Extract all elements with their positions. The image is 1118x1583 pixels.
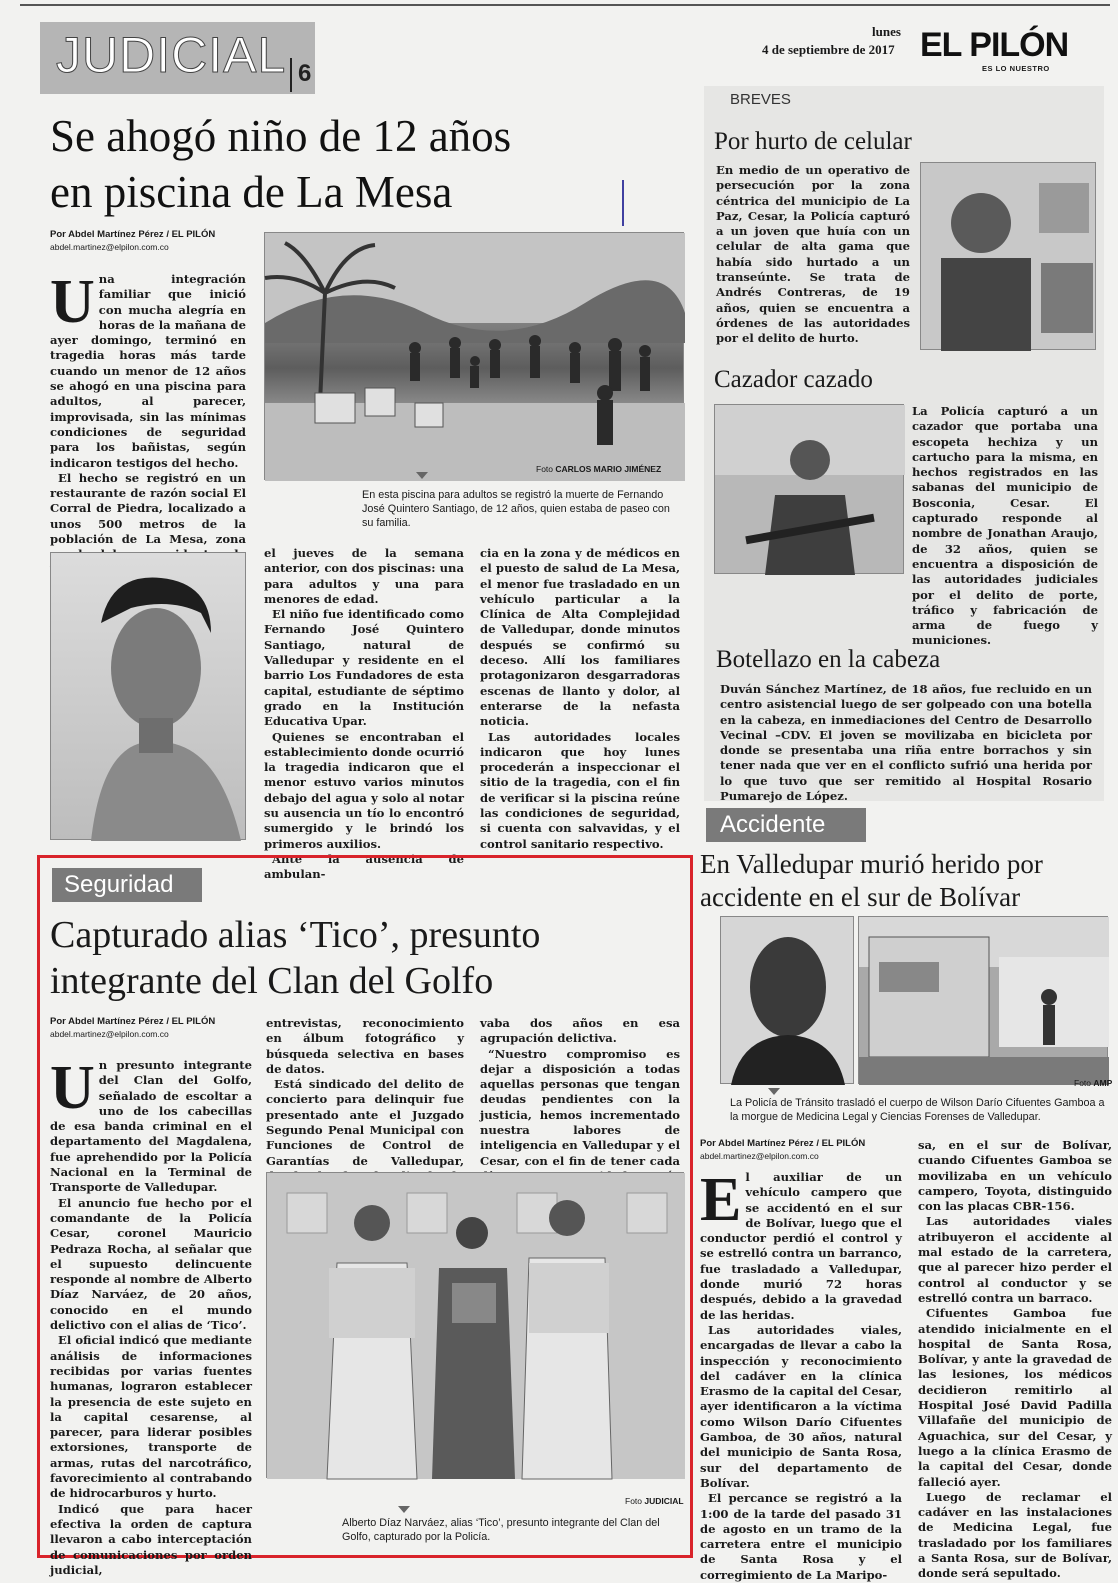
main-headline-line2: en piscina de La Mesa [50,167,453,217]
main-col2-p4: Ante la ausencia de ambulan- [264,851,464,882]
accidente-email: abdel.martinez@elpilon.com.co [700,1151,819,1161]
morgue-vehicle-illustration [859,917,1109,1085]
breves-item2-title: Cazador cazado [714,366,873,393]
breves-item2-photo [714,404,904,574]
accidente-col1-p3: El percance se registró a la 1:00 de la tarde del pasado 31 de agosto en un tramo de la carretera entre el municipio de Santa Rosa y el corregimiento de La Maripo- [700,1491,902,1582]
seguridad-col3-p1: vaba dos años en esa agrupación delictiva. [480,1016,680,1046]
accidente-col2-p1: sa, en el sur de Bolívar, cuando Cifuentes Gamboa se movilizaba en un vehículo campero, Toyota, distinguido con las placas CBR-156. [918,1138,1112,1214]
seguridad-col1-p2: El anuncio fue hecho por el comandante de la Policía Cesar, coronel Mauricio Pedraza Rocha, al señalar que el supuesto delincuente responde al nombre de Alberto Díaz Narváez, de 20 años, conocido en el mundo delictivo con el alias de ‘Tico’. [50,1195,252,1333]
accidente-col1-p2: Las autoridades viales, encargadas de llevar a cabo la inspección y reconocimiento del cadáver en la clínica Erasmo de la capital del Cesar, ayer identificaron a la víctima como Wilson Darío Cifuentes Gamboa, de 30 años, natural del municipio de Santa Rosa, sur del departamento de Bolívar. [700,1322,902,1490]
main-col2-p2: El niño fue identificado como Fernando José Quintero Santiago, natural de Valledupar y residente en el barrio Los Fundadores de esta capital, estudiante de séptimo grado en la Institución Educativa Upar. [264,607,464,729]
accidente-kicker: Accidente [706,808,866,842]
seguridad-kicker: Seguridad [52,868,202,902]
tico-photo-caption: Alberto Díaz Narváez, alias ‘Tico’, presunto integrante del Clan del Golfo, capturado por la Policía. [342,1517,660,1543]
issue-day: lunes [872,24,901,39]
accidente-caption-arrow [768,1088,780,1095]
main-col2 [264,546,464,883]
seguridad-col1-p4: Indicó que para hacer efectiva la orden de captura llevaron a cabo interceptación de comunicaciones por orden judicial, [50,1501,252,1577]
main-col1-p2: El hecho se registró en un restaurante de razón social El Corral de Piedra, localizado a unos 500 metros de la población de La Mesa, zona [50,470,246,547]
accidente-col1-p1: l auxiliar de un vehículo campero que se accidentó en el sur de Bolívar, luego que el conductor perdió el control y se estrelló contra un barranco, fue trasladado a Valledupar, donde murió 72 horas después, debido a la gravedad de las heridas. [700,1170,902,1322]
pool-photo-illustration [265,233,685,481]
pool-photo-credit: Foto CARLOS MARIO JIMÉNEZ [536,464,662,474]
seguridad-col3-p2: “Nuestro compromiso es dejar a disposición a todas aquellas personas que tengan deudas pendientes con la justicia, hemos incrementado nuestra labores de inteligencia en Valledupar y el Cesar, con el fin de tener cada [480,1046,680,1168]
main-col3 [480,546,680,852]
breves-item3-title: Botellazo en la cabeza [716,646,941,673]
breves-item2-text: La Policía capturó a un cazador que portaba una escopeta hechiza y un cartucho para la misma, en hechos registrados en las sabanas del municipio de Bosconia, Cesar. El capturado responde al nombre de Jonathan Araujo, de 32 años, quien se encuentra a disposición de las autoridades judiciales por el delito de porte, tráfico y fabricación de arma de fuego y municiones. [912,404,1098,648]
breves-item1-text: En medio de un operativo de persecución por la zona céntrica del municipio de La Paz, Cesar, la Policía capturó a un joven que huía con un celular de alta gama que había sido hurtado a un transeúnte. Se trata de Andrés Contreras, de 19 años, quien se encuentra a órdenes de las autoridades por el delito de hurto. [716,163,910,346]
accidente-col2-p2: Las autoridades viales atribuyeron el accidente al mal estado de la carretera, que al parecer hizo perder el control al conductor y se estrelló contra un barraco. [918,1214,1112,1305]
accidente-headline [700,848,1112,914]
accidente-headline-line2: accidente en el sur de Bolívar [700,882,1021,912]
main-headline [50,108,690,220]
top-rule [20,4,1110,6]
breves-label: BREVES [730,91,791,108]
accidente-headline-line1: En Valledupar murió herido por [700,849,1043,879]
victim-photo [720,916,854,1084]
thief-portrait [921,163,1097,351]
accidente-col2-p3: Cifuentes Gamboa fue atendido inicialmente en el hospital de Santa Rosa, Bolívar, y ante la gravedad de las lesiones, los médicos decidieron remitirlo al Hospital José David Padilla Villafañe del municipio de Aguachica, sur del Cesar, y luego a la clínica Erasmo de la capital del Cesar, donde falleció ayer. [918,1306,1112,1489]
main-col1 [50,268,246,593]
masthead-tagline: ES LO NUESTRO [982,64,1050,73]
main-dropcap: U [50,268,95,336]
accidente-dropcap: E [700,1166,742,1234]
accidente-byline: Por Abdel Martínez Pérez / EL PILÓN [700,1138,866,1149]
tico-caption-arrow [398,1506,410,1513]
tico-photo-credit: Foto JUDICIAL [625,1496,684,1506]
main-col3-p1: cia en la zona y de médicos en el puesto de salud de La Mesa, el menor fue trasladado en un vehículo particular a la Clínica de Alta Complejidad de Valledupar, donde minutos después se confirmó su deceso. Allí los familiares protagonizaron desgarradoras escenas de llanto y dolor, al enterarse de la nefasta noticia. [480,546,680,729]
seguridad-col1-p1: n presunto integrante del Clan del Golfo, señalado de escoltar a uno de los cabecillas de esa banda criminal en el departamento del Magdalena, fue aprehendido por la Policía Nacional en la Terminal de Transporte de Valledupar. [50,1058,252,1195]
hunter-portrait [715,405,905,575]
accidente-col2 [918,1138,1112,1582]
boy-photo [50,552,246,840]
main-col2-p3: Quienes se encontraban el establecimiento donde ocurrió la tragedia indicaron que el menor estuvo varios minutos debajo del agua y solo al notar su ausencia un tío lo encontró sumergido y le brindó los primeros auxilios. [264,729,464,851]
main-col1-p1: na integración familiar que inició con mucha alegría en horas de la mañana de ayer domingo, terminó en tragedia horas más tarde cuando un menor de 12 años se ahogó en una piscina para adultos, al parecer, improvisada, sin las mínimas condiciones de seguridad para los bañistas, según indicaron testigos del hecho. [50,272,246,470]
boy-portrait [51,553,247,841]
breves-item3-text: Duván Sánchez Martínez, de 18 años, fue recluido en un centro asistencial luego de ser golpeado con una botella en la cabeza, en inmediaciones del Centro de Desarrollo Vecinal –CDV. El joven se movilizaba en bicicleta por donde se presentaba una riña entre borrachos y sin tener nada que ver en el conflicto sufrió una herida por lo que tuvo que ser remitido al Hospital Rosario Pumarejo de López. [720,682,1092,804]
masthead-logo: EL PILÓN [920,26,1069,64]
issue-date: 4 de septiembre de 2017 [762,42,895,57]
headline-marker [622,180,624,226]
morgue-photo-credit: Foto AMP [1074,1078,1113,1088]
main-col3-p2: Las autoridades locales indicaron que hoy lunes procederán a inspeccionar el sitio de la tragedia, con el fin de verificar si la piscina reúne las condiciones de seguridad, si cuenta con salvavidas, y el control sanitario respectivo. [480,729,680,851]
accidente-col2-p4: Luego de reclamar el cadáver en las instalaciones de Medicina Legal, fue trasladado por los familiares a Santa Rosa, sur de Bolívar, donde será sepultado. [918,1489,1112,1581]
seguridad-col2-p2: Está sindicado del delito de concierto para delinquir fue presentado ante el Juzgado Segundo Penal Municipal con Funciones de Control de Garantías de Valledupar, [266,1077,464,1168]
seguridad-col1-p3: El oficial indicó que mediante análisis de informaciones recibidas por varias fuentes humanas, lograron establecer la presencia de este sujeto en la capital cesarense, al parecer, para liderar posibles extorsiones, transporte de armas, rutas del narcotráfico, favorecimiento al contrabando de hidrocarburos y hurto. [50,1333,252,1501]
seguridad-email: abdel.martinez@elpilon.com.co [50,1029,169,1039]
accidente-col1 [700,1166,902,1583]
breves-item1-photo [920,162,1096,350]
morgue-photo-caption: La Policía de Tránsito trasladó el cuerpo de Wilson Darío Cifuentes Gamboa a la morgue de Medicina Legal y Ciencias Forenses de Valledupar. [730,1097,1105,1123]
seguridad-headline-line2: integrante del Clan del Golfo [50,960,494,1002]
morgue-photo [858,916,1108,1084]
breves-item1-title: Por hurto de celular [714,128,912,155]
seguridad-byline: Por Abdel Martínez Pérez / EL PILÓN [50,1016,216,1027]
tico-arrest-illustration [267,1173,685,1479]
main-byline: Por Abdel Martínez Pérez / EL PILÓN [50,229,216,240]
seguridad-col1 [50,1054,252,1578]
seguridad-col2-p1: entrevistas, reconocimiento en álbum fotográfico y búsqueda selectiva en bases de datos. [266,1016,464,1076]
pool-caption-arrow [416,472,428,479]
tico-photo [266,1172,684,1478]
page-number: 6 [290,58,311,92]
main-headline-line1: Se ahogó niño de 12 años [50,111,512,161]
seguridad-headline [50,912,686,1004]
seguridad-headline-line1: Capturado alias ‘Tico’, presunto [50,914,541,956]
main-col2-p1: el jueves de la semana anterior, con dos piscinas: una para adultos y una para menores de edad. [264,546,464,606]
pool-photo-caption: En esta piscina para adultos se registró la muerte de Fernando José Quintero Santiago, de 12 años, quien estaba de paseo con su familia. [362,489,670,529]
victim-portrait [721,917,855,1085]
section-title: JUDICIAL [56,27,287,83]
pool-photo [264,232,684,480]
main-email: abdel.martinez@elpilon.com.co [50,242,169,252]
seguridad-dropcap: U [50,1054,95,1122]
